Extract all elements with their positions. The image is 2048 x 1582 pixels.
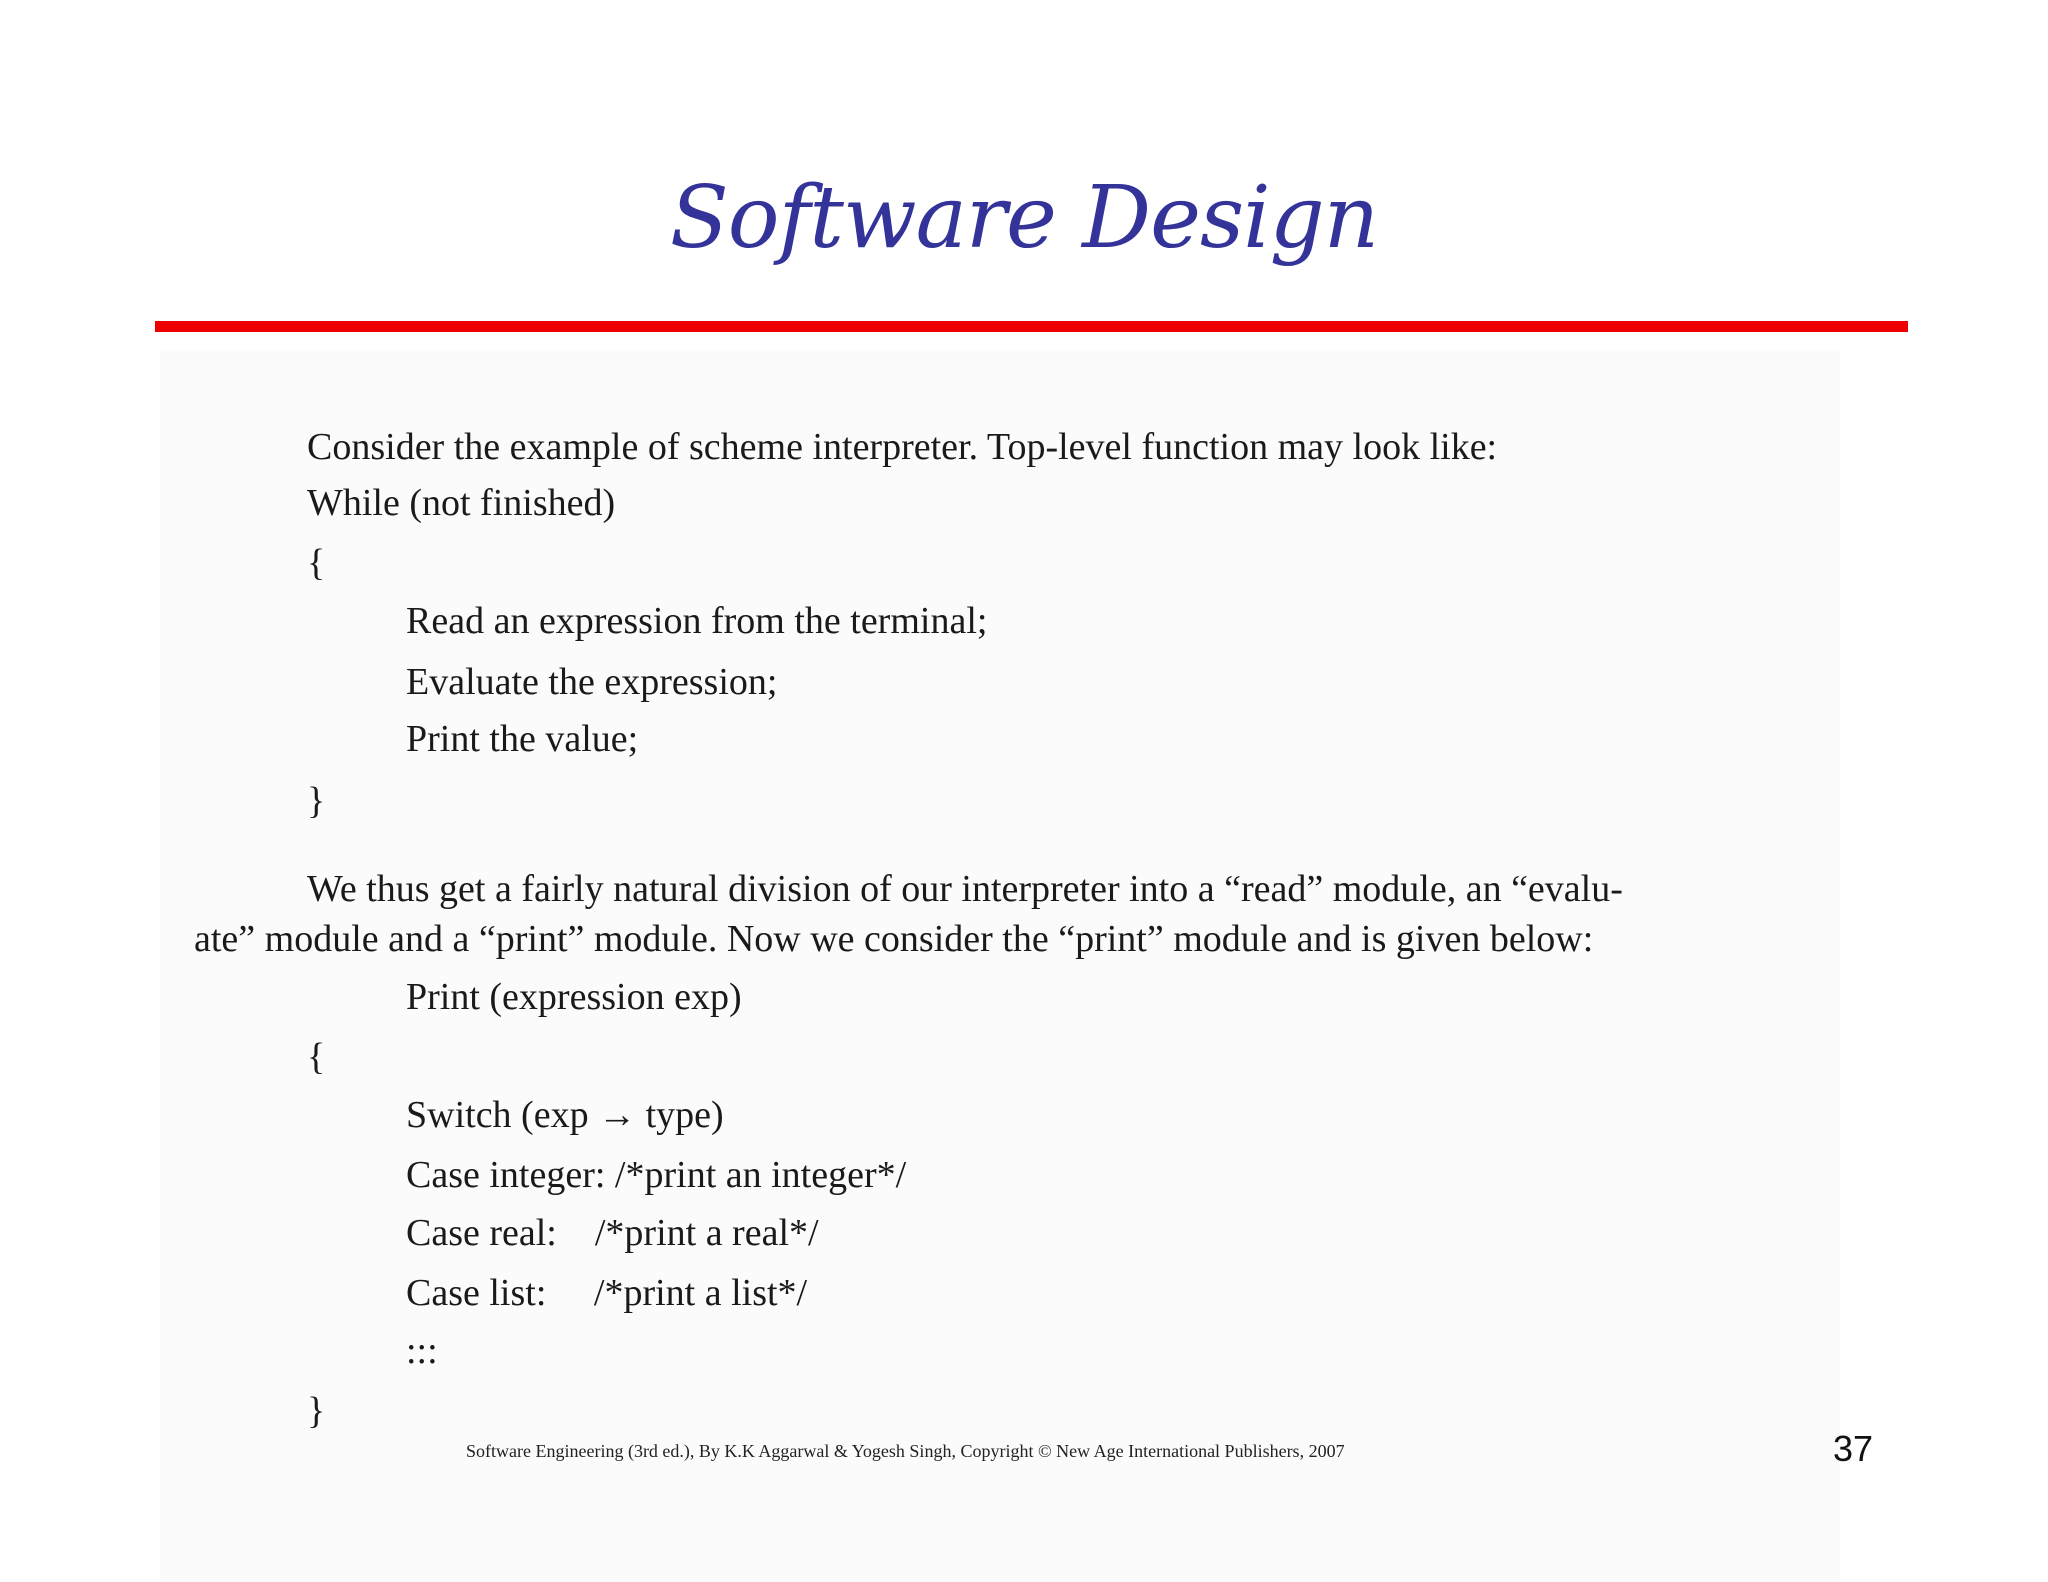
- code-ellipsis: :::: [406, 1330, 438, 1372]
- code-print-line: Print the value;: [406, 718, 639, 760]
- scanned-text-region: [160, 350, 1840, 1582]
- code-close-brace-2: }: [307, 1390, 326, 1432]
- code-open-brace: {: [307, 542, 326, 584]
- page-number: 37: [1833, 1428, 1874, 1469]
- code-print-signature: Print (expression exp): [406, 976, 742, 1018]
- copyright-footer: Software Engineering (3rd ed.), By K.K Aggarwal & Yogesh Singh, Copyright © New Age International Publishers, 2007: [466, 1441, 1345, 1461]
- paragraph-line-2: ate” module and a “print” module. Now we consider the “print” module and is given below:: [194, 918, 1594, 960]
- code-switch-line: Switch (exp → type): [406, 1094, 724, 1136]
- code-evaluate-line: Evaluate the expression;: [406, 661, 778, 703]
- title-divider: [155, 321, 1908, 332]
- code-while-line: While (not finished): [307, 482, 616, 524]
- code-close-brace: }: [307, 780, 326, 822]
- paragraph-line-1: We thus get a fairly natural division of our interpreter into a “read” module, an “evalu-: [307, 868, 1623, 910]
- code-case-list: Case list: /*print a list*/: [406, 1272, 808, 1314]
- intro-line: Consider the example of scheme interpreter. Top-level function may look like:: [307, 426, 1498, 468]
- code-case-integer: Case integer: /*print an integer*/: [406, 1154, 907, 1196]
- code-case-real: Case real: /*print a real*/: [406, 1212, 819, 1254]
- code-read-line: Read an expression from the terminal;: [406, 600, 988, 642]
- code-open-brace-2: {: [307, 1036, 326, 1078]
- slide-title: Software Design: [669, 168, 1379, 268]
